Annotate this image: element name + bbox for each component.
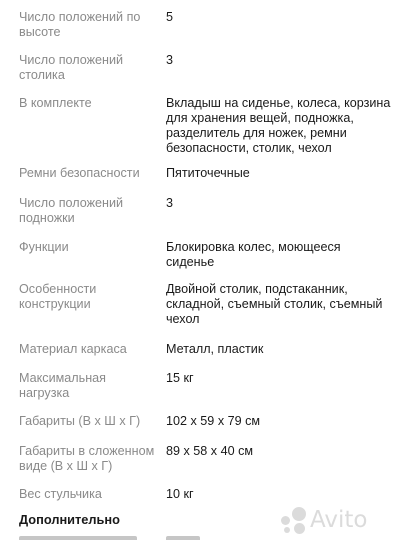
spec-value: Блокировка колес, моющееся сиденье <box>166 240 341 269</box>
spec-label: Материал каркаса <box>19 342 127 356</box>
spec-label: Вес стульчика <box>19 487 102 501</box>
spec-value: Пятиточечные <box>166 166 250 180</box>
spec-value: Вкладыш на сиденье, колеса, корзина для хранения вещей, подножка, разделитель для ножек, ремни безопасности, столик, чехол <box>166 96 391 155</box>
spec-value: 3 <box>166 196 174 210</box>
spec-value: Двойной столик, подстаканник, складной, съемный столик, съемный чехол <box>166 282 383 326</box>
watermark-text: Avito <box>310 507 368 533</box>
section-title-additional: Дополнительно <box>19 512 120 527</box>
spec-value: 89 x 58 x 40 см <box>166 444 254 458</box>
spec-value: 10 кг <box>166 487 194 501</box>
cut-off-label-fragment <box>19 536 137 540</box>
cut-off-value-fragment <box>166 536 200 540</box>
spec-label: Максимальная нагрузка <box>19 371 106 400</box>
spec-value: 102 x 59 x 79 см <box>166 414 261 428</box>
spec-label: Особенности конструкции <box>19 282 97 311</box>
spec-label: Число положений столика <box>19 53 124 82</box>
spec-label: Ремни безопасности <box>19 166 140 180</box>
spec-label: Габариты (В х Ш х Г) <box>19 414 141 428</box>
spec-value: 5 <box>166 10 174 24</box>
spec-label: Функции <box>19 240 69 254</box>
avito-watermark <box>279 505 399 535</box>
avito-logo-icon <box>279 507 307 535</box>
spec-label: В комплекте <box>19 96 92 110</box>
spec-value: 15 кг <box>166 371 194 385</box>
spec-label: Число положений по высоте <box>19 10 141 39</box>
spec-label: Габариты в сложенном виде (В х Ш х Г) <box>19 444 155 473</box>
spec-value: Металл, пластик <box>166 342 264 356</box>
spec-label: Число положений подножки <box>19 196 124 225</box>
spec-value: 3 <box>166 53 174 67</box>
